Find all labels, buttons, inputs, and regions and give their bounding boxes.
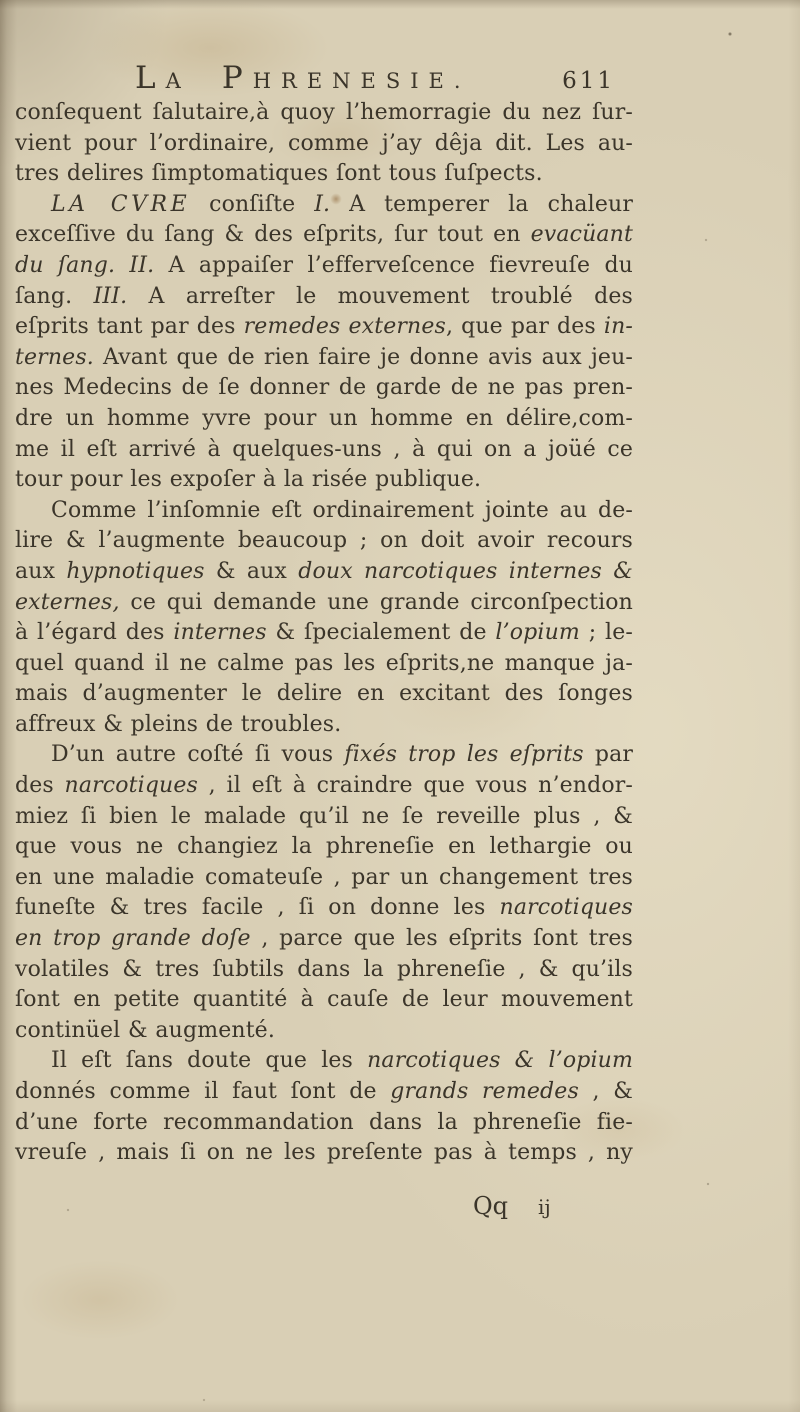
signature-letters: Qq (473, 1192, 509, 1220)
text-line (15, 679, 633, 710)
text-line (15, 1046, 633, 1077)
text-block (15, 98, 633, 1169)
title-word1-initial: L (135, 60, 166, 96)
italic-text-segment: ternes. (15, 344, 94, 370)
text-segment: A temperer la chaleur (330, 191, 633, 217)
page-number: 611 (562, 68, 615, 94)
text-segment: A appaiſer l’efferveſcence fievreuſe du (154, 252, 633, 278)
title-word2-rest: HRENESIE. (252, 69, 471, 93)
text-segment: , & (578, 1079, 633, 1104)
italic-text-segment: LA CVRE (51, 191, 191, 217)
text-segment: par (583, 742, 633, 768)
text-line (15, 190, 633, 221)
text-segment: conſequent ſalutaire,à quoy l’hemorragie du nez ſur- (15, 100, 633, 125)
text-segment: , il eſt à craindre que vous n’endor- (198, 773, 633, 799)
title-word2-initial: P (221, 60, 253, 96)
text-segment: ce qui demande une grande circonſpection (119, 589, 633, 615)
text-line (15, 618, 633, 649)
text-segment: A arreſter le mouvement troublé des (127, 283, 633, 309)
text-line (15, 98, 633, 129)
text-segment: affreux & pleins de troubles. (15, 711, 342, 737)
italic-text-segment: externes, (15, 589, 120, 615)
text-segment: Comme l’inſomnie eſt ordinairement jointe au de- (51, 497, 633, 523)
italic-text-segment: III. (93, 283, 128, 309)
text-line (15, 985, 633, 1016)
italic-text-segment: doux narcotiques internes & (298, 558, 633, 584)
text-segment: D’un autre coſté ſi vous (51, 742, 345, 768)
text-segment: aux (15, 558, 67, 584)
text-segment: tres delires ſimptomatiques ſont tous ſuſpects. (15, 161, 543, 187)
text-line (15, 557, 633, 588)
text-segment: tour pour les expoſer à la risée publique. (15, 467, 482, 493)
italic-text-segment: internes (173, 620, 267, 646)
text-segment: conſiſte (190, 191, 315, 217)
text-line (15, 526, 633, 557)
text-segment: & aux (204, 558, 299, 584)
text-line (15, 435, 633, 466)
text-line (15, 282, 633, 313)
page-title (135, 60, 471, 96)
italic-text-segment: in- (603, 314, 633, 340)
text-segment: donnés comme il faut ſont de (15, 1079, 391, 1104)
text-segment: vreuſe , mais ſi on ne les preſente pas à temps , ny (15, 1140, 633, 1166)
text-line (15, 863, 633, 894)
text-line (15, 251, 633, 282)
italic-text-segment: narcotiques & l’opium (367, 1048, 634, 1074)
italic-text-segment: l’opium (495, 620, 580, 646)
text-line (15, 312, 633, 343)
text-line (15, 159, 633, 190)
text-segment: funeſte & tres facile , ſi on donne les (15, 895, 500, 921)
italic-text-segment: narcotiques (499, 895, 633, 921)
text-line (15, 496, 633, 527)
text-segment: d’une forte recommandation dans la phreneſie fie- (15, 1109, 633, 1135)
text-segment: ſont en petite quantité à cauſe de leur mouvement (15, 987, 633, 1013)
text-line (15, 1108, 633, 1139)
title-word1-rest: A (165, 69, 191, 93)
text-line (15, 893, 633, 924)
text-segment: continüel & augmenté. (15, 1017, 275, 1043)
text-line (15, 1138, 633, 1169)
text-line (15, 832, 633, 863)
text-segment: à l’égard des (15, 620, 174, 646)
text-line (15, 802, 633, 833)
italic-text-segment: fixés trop les eſprits (344, 742, 584, 768)
italic-text-segment: hypnotiques (66, 558, 205, 584)
italic-text-segment: en trop grande doſe (15, 926, 251, 952)
text-segment: que vous ne changiez la phreneſie en lethargie ou (15, 834, 633, 860)
text-line (15, 343, 633, 374)
text-segment: vient pour l’ordinaire, comme j’ay dêja dit. Les au- (15, 130, 633, 156)
text-segment: miez ſi bien le malade qu’il ne ſe reveille plus , & (15, 803, 633, 829)
text-line (15, 710, 633, 741)
text-segment: me il eſt arrivé à quelques-uns , à qui on a joüé ce (15, 436, 633, 462)
text-line (15, 1077, 633, 1108)
italic-text-segment: narcotiques (64, 773, 198, 799)
text-segment: , parce que les eſprits ſont tres (250, 926, 633, 952)
text-segment: eſprits tant par des (15, 314, 244, 340)
text-line (15, 465, 633, 496)
italic-text-segment: du ſang. II. (15, 252, 155, 278)
text-segment: ; le- (579, 620, 633, 646)
text-line (15, 740, 633, 771)
text-line (15, 771, 633, 802)
text-line (15, 129, 633, 160)
text-segment: exceſſive du ſang & des eſprits, ſur tout en (15, 222, 531, 248)
running-header (15, 60, 633, 96)
italic-text-segment: I. (314, 191, 331, 217)
text-line (15, 373, 633, 404)
text-segment: , que par des (445, 314, 604, 340)
signature-mark (473, 1192, 551, 1220)
text-segment: quel quand il ne calme pas les eſprits,ne manque ja- (15, 650, 633, 676)
text-segment: dre un homme yvre pour un homme en délire,com- (15, 405, 633, 431)
text-segment: nes Medecins de ſe donner de garde de ne pas pren- (15, 375, 633, 401)
text-segment: volatiles & tres ſubtils dans la phreneſie , & qu’ils (15, 956, 633, 982)
text-segment: lire & l’augmente beaucoup ; on doit avoir recours (15, 528, 633, 554)
text-line (15, 955, 633, 986)
text-segment: mais d’augmenter le delire en excitant des ſonges (15, 681, 633, 707)
text-line (15, 649, 633, 680)
italic-text-segment: evacüant (530, 222, 633, 248)
text-line (15, 588, 633, 619)
text-segment: des (15, 773, 65, 799)
text-line (15, 220, 633, 251)
text-line (15, 1016, 633, 1047)
text-line (15, 404, 633, 435)
text-segment: Il eſt ſans doute que les (51, 1048, 368, 1074)
text-segment: & ſpecialement de (266, 620, 496, 646)
text-line (15, 924, 633, 955)
text-segment: ſang. (15, 283, 94, 309)
italic-text-segment: remedes externes (243, 314, 446, 340)
text-segment: en une maladie comateuſe , par un changement tres (15, 864, 633, 890)
italic-text-segment: grands remedes (390, 1079, 579, 1104)
text-segment: Avant que de rien faire je donne avis aux jeu- (93, 344, 633, 370)
signature-numeral: ij (538, 1195, 551, 1219)
